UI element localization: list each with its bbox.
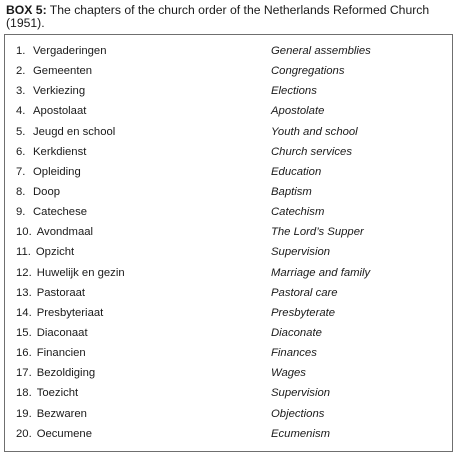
chapter-number: 15. <box>16 326 32 339</box>
chapter-number: 10. <box>16 226 32 239</box>
chapter-dutch-name: Opzicht <box>35 246 75 259</box>
chapter-dutch-name: Financien <box>36 347 86 360</box>
chapter-number: 17. <box>16 367 32 380</box>
chapter-dutch-name: Jeugd en school <box>33 125 116 138</box>
chapter-row <box>5 343 452 363</box>
chapter-row <box>5 122 452 142</box>
chapter-dutch-name: Avondmaal <box>36 226 94 239</box>
chapter-dutch-name: Bezwaren <box>36 407 87 420</box>
chapter-row <box>5 222 452 242</box>
chapter-row <box>5 142 452 162</box>
chapter-row <box>5 162 452 182</box>
chapter-row <box>5 101 452 121</box>
chapter-english-name: Ecumenism <box>271 427 331 440</box>
chapter-english-name: Apostolate <box>271 105 325 118</box>
chapter-dutch-name: Doop <box>33 185 61 198</box>
chapter-number: 11. <box>16 246 31 259</box>
chapter-english-name: Youth and school <box>271 125 358 138</box>
chapter-english-name: Pastoral care <box>271 286 338 299</box>
chapter-row <box>5 41 452 61</box>
chapter-dutch-name: Bezoldiging <box>36 367 96 380</box>
chapter-number: 7. <box>16 165 26 178</box>
chapter-english-name: Diaconate <box>271 326 322 339</box>
chapter-number: 14. <box>16 306 32 319</box>
chapter-english-name: Presbyterate <box>271 306 336 319</box>
chapter-number: 8. <box>16 185 26 198</box>
chapter-row <box>5 383 452 403</box>
chapter-number: 9. <box>16 206 26 219</box>
chapter-english-name: Congregations <box>271 65 345 78</box>
chapter-row <box>5 263 452 283</box>
chapter-row <box>5 303 452 323</box>
chapter-english-name: The Lord’s Supper <box>271 226 364 239</box>
chapter-number: 5. <box>16 125 26 138</box>
chapter-dutch-name: Huwelijk en gezin <box>36 266 125 279</box>
box-caption <box>6 4 454 30</box>
box-caption-text: The chapters of the church order of the Netherlands Reformed Church (1951). <box>6 3 430 30</box>
chapter-english-name: Elections <box>271 85 317 98</box>
chapter-number: 19. <box>16 407 32 420</box>
chapter-table <box>4 34 453 452</box>
chapter-english-name: Wages <box>271 367 306 380</box>
chapter-dutch-name: Opleiding <box>33 165 81 178</box>
chapter-english-name: Baptism <box>271 185 312 198</box>
chapter-dutch-name: Verkiezing <box>33 85 86 98</box>
chapter-rows <box>5 41 452 444</box>
chapter-number: 1. <box>16 45 26 57</box>
chapter-dutch-name: Oecumene <box>36 427 92 440</box>
chapter-dutch-name: Pastoraat <box>36 286 86 299</box>
chapter-row <box>5 182 452 202</box>
chapter-english-name: General assemblies <box>271 45 371 57</box>
chapter-row <box>5 363 452 383</box>
chapter-number: 20. <box>16 427 32 440</box>
chapter-english-name: Objections <box>271 407 325 420</box>
chapter-number: 4. <box>16 105 26 118</box>
chapter-number: 12. <box>16 266 32 279</box>
chapter-dutch-name: Presbyteriaat <box>36 306 104 319</box>
chapter-english-name: Catechism <box>271 206 325 219</box>
chapter-number: 13. <box>16 286 32 299</box>
chapter-row <box>5 242 452 262</box>
chapter-english-name: Finances <box>271 347 317 360</box>
chapter-row <box>5 323 452 343</box>
chapter-english-name: Supervision <box>271 246 331 259</box>
chapter-number: 6. <box>16 145 26 158</box>
chapter-dutch-name: Kerkdienst <box>33 145 87 158</box>
chapter-number: 2. <box>16 65 26 78</box>
chapter-row <box>5 283 452 303</box>
chapter-row <box>5 202 452 222</box>
box-caption-label: BOX 5: <box>6 3 47 17</box>
chapter-dutch-name: Gemeenten <box>33 65 93 78</box>
chapter-row <box>5 81 452 101</box>
chapter-english-name: Education <box>271 165 322 178</box>
chapter-dutch-name: Apostolaat <box>33 105 87 118</box>
chapter-english-name: Marriage and family <box>271 266 371 279</box>
chapter-row <box>5 424 452 444</box>
chapter-english-name: Church services <box>271 145 352 158</box>
chapter-row <box>5 61 452 81</box>
chapter-number: 16. <box>16 347 32 360</box>
chapter-dutch-name: Catechese <box>33 206 88 219</box>
chapter-number: 3. <box>16 85 26 98</box>
chapter-dutch-name: Vergaderingen <box>33 45 107 57</box>
chapter-english-name: Supervision <box>271 387 331 400</box>
chapter-dutch-name: Diaconaat <box>36 326 88 339</box>
chapter-row <box>5 404 452 424</box>
chapter-number: 18. <box>16 387 32 400</box>
chapter-dutch-name: Toezicht <box>36 387 79 400</box>
